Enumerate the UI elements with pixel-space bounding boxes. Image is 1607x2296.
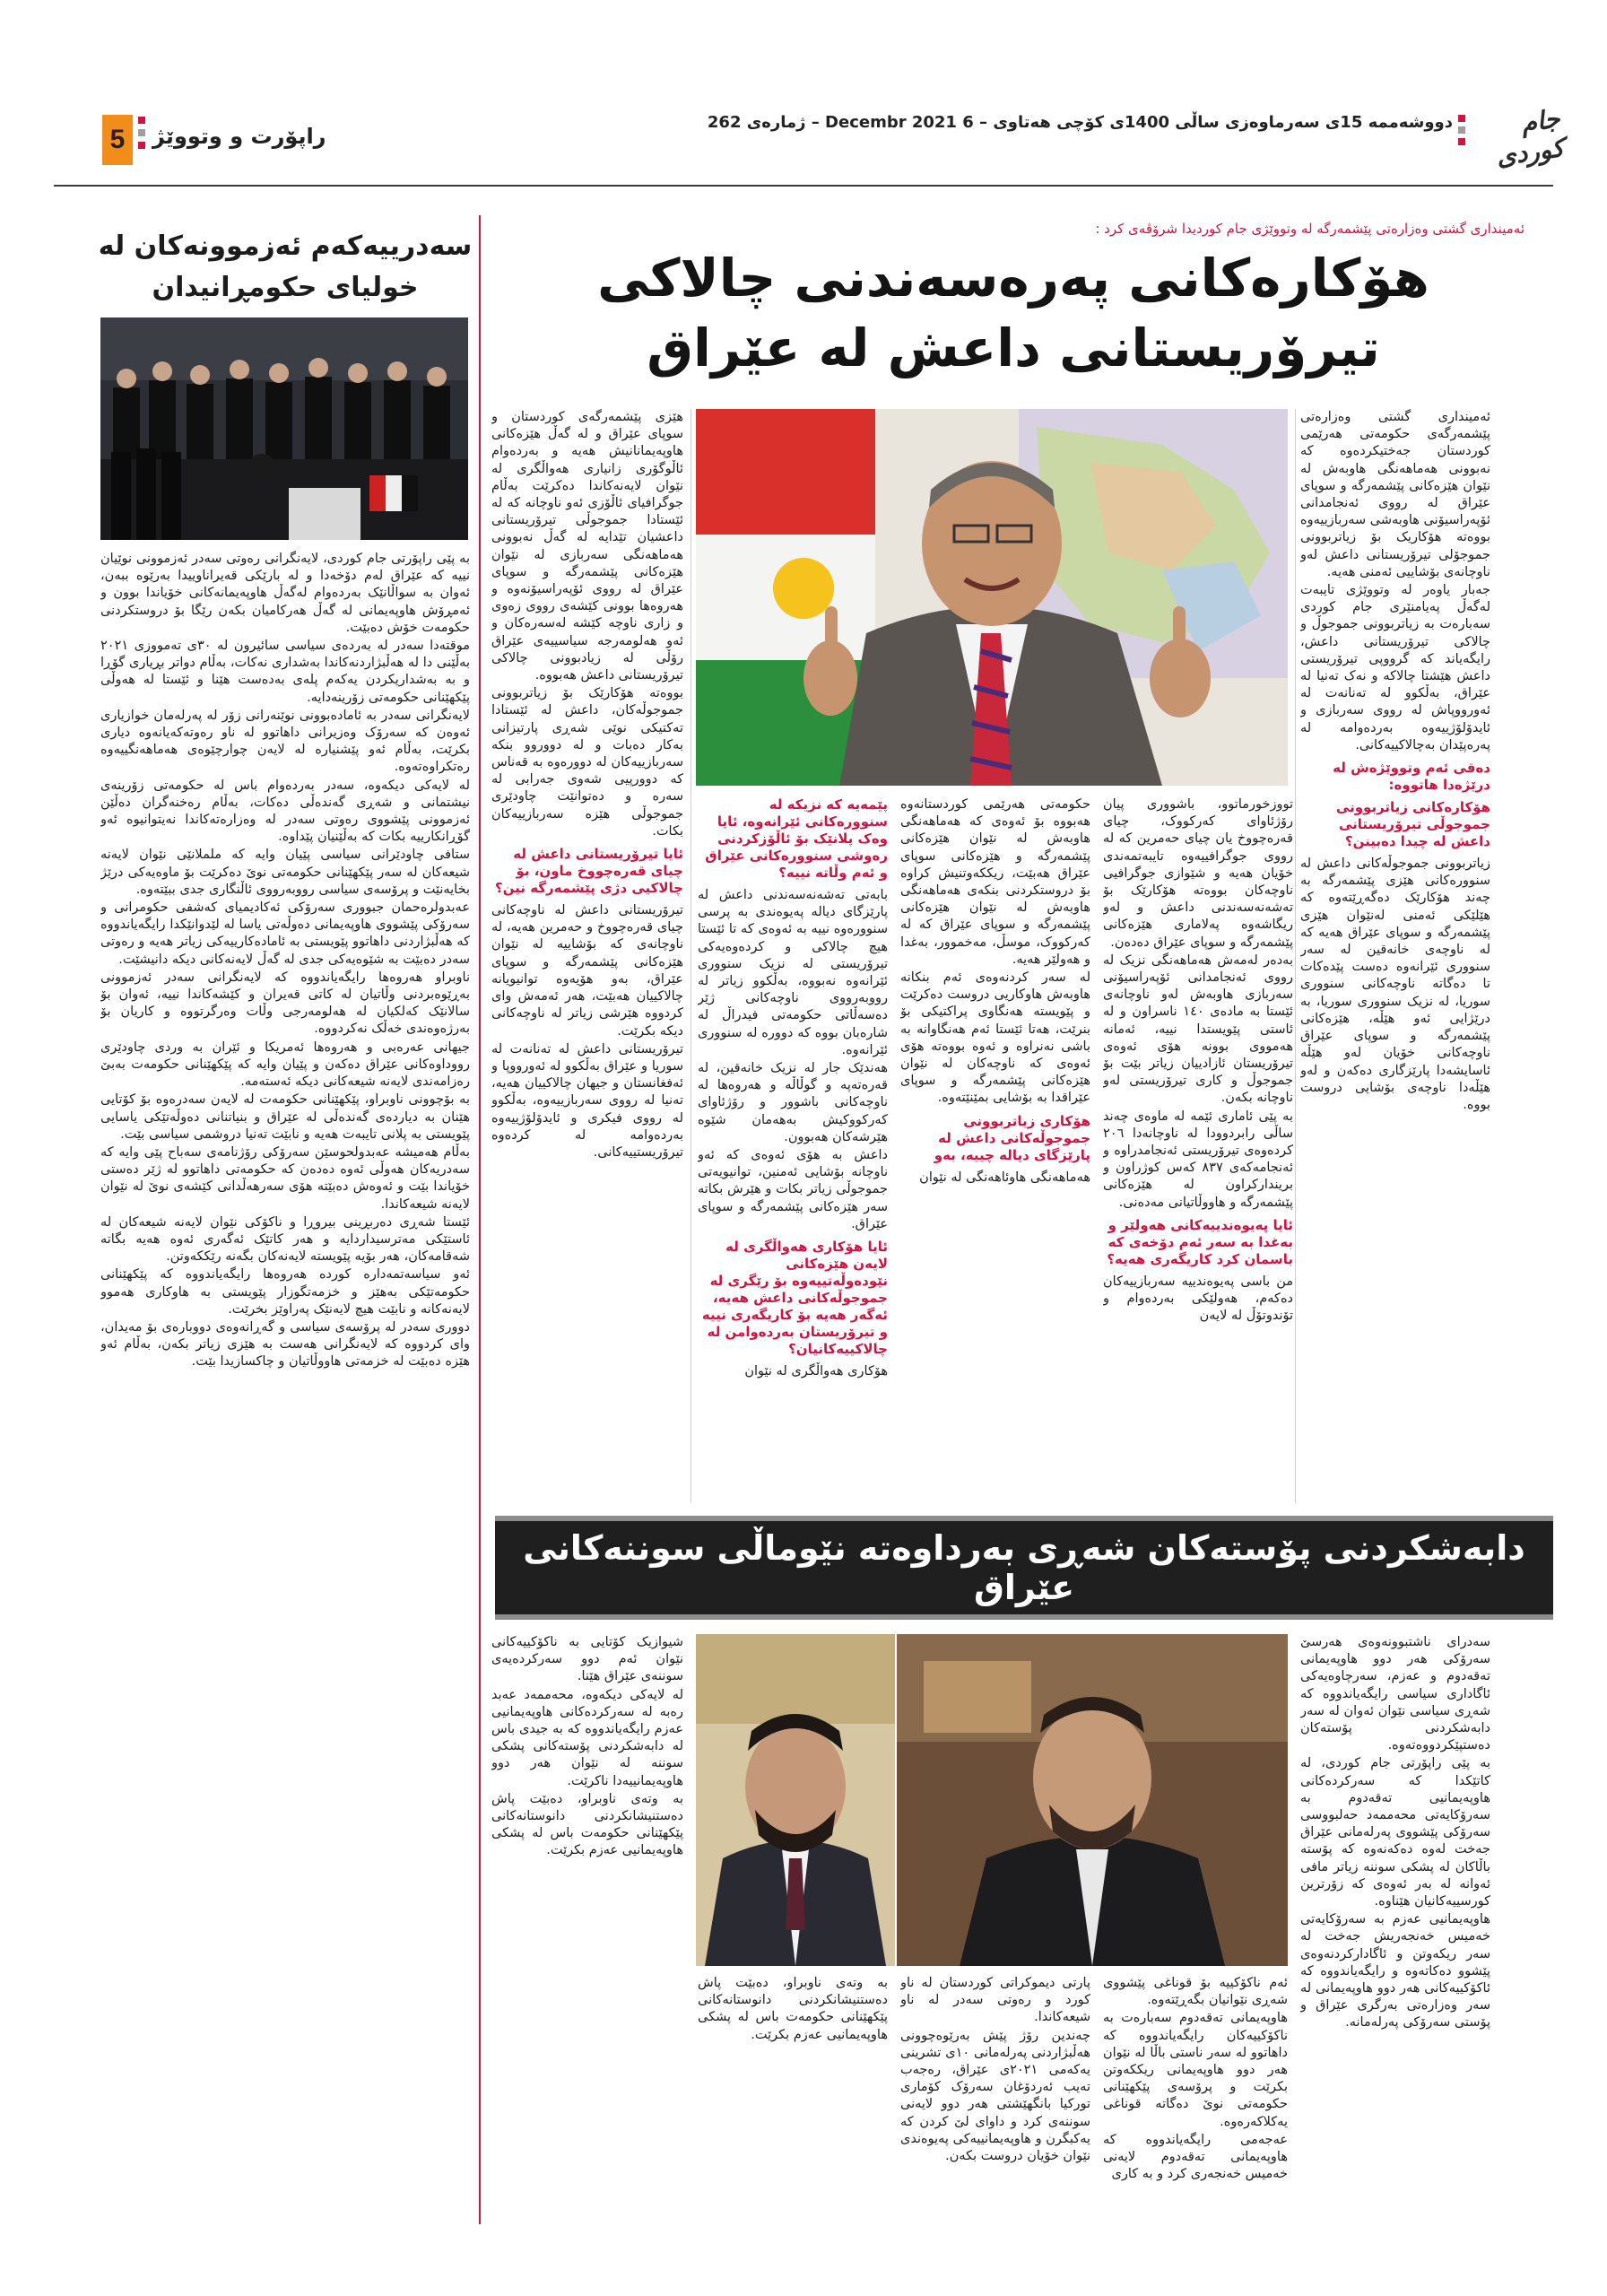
main-col2-paragraph: تووزخورماتوو، باشووری پیان رۆژئاوای کەرکووک، چیای قەرەچووخ یان چیای حەمرین کە لە رووی جوگرافییەوە تایبەتمەندی خۆیان هەیە و شێوازی جوگرافیی ناوچەکان بووەتە هۆکارێک بۆ تەشەنەسەندنی داعش و لەو ریگاشەوە پەلاماری هێزەکانی پێشمەرگە و سوپای عێراق دەدەن. [1103, 797, 1293, 950]
main-col5-paragraph: تیرۆریستانی داعش لە تەنانەت لە سوریا و عێراق بەڵکوو لە ئەورووپا و ئەفغانستان و جیهان چالاکییان هەیە، تەنیا لە رووی سەربازییەوە، بەڵکوو لە رووی فیکری و ئایدۆلۆژییەوە بەردەوامە لە کردەوە تیرۆریستییەکانی. [491, 1041, 683, 1160]
bottom-cola-paragraph: سەدرای ناشتبوونەوەی هەرسێ سەرۆکی هەر دوو هاوپەیمانی تەقەدوم و عەزم، سەرچاوەیەکی ئاگاداری سیاسی رایگەیاندووە کە شەڕی سیاسی نێوان ئەوان لە سەر دابەشکردنی پۆستەکان دەستپێکردووەتەوە. [1300, 1635, 1490, 1753]
side-paragraph: بە پێی راپۆرتی جام کوردی، لایەنگرانی رەوتی سەدر ئەزموونی نوێیان نییە کە عێراق لەم دۆخەدا و لە بارێکی قەیراناوییدا بەرێوە ببەن، ئەوان بە سواڵانێک بەردەوام لەگەڵ هاوپەیمانەکانی خۆیاندا بوون و ئەمڕۆش هاوپەیمانی لە گەڵ هەرکامیان بکەن رێگا بۆ دروستکردنی حکومەت خۆش دەبێت. [100, 552, 470, 635]
main-col2-paragraph: من باسی پەیوەندییە سەربازییەکان دەکەم، هەولێکی بەردەوام و تۆندوتۆڵ لە لایەن [1103, 1274, 1293, 1324]
masthead-rule [54, 185, 1553, 187]
main-headline-line1: هۆکارەکانی پەرەسەندنی چالاکی [597, 248, 1429, 309]
side-article-photo [100, 317, 468, 540]
side-paragraph: ئەو سیاسەتمەدارە کوردە هەروەها رایگەیاندووە کە پێکهێنانی حکومەتێکی بەهێز و خزمەتگوزار پێویستی بە هاوکاری هەموو لایەنەکانە و نابێت هیچ لایەنێک پەراوێز بخرێت. [100, 1267, 470, 1317]
main-col1-paragraph: جەبار یاوەر لە وتووێژی تایبەت لەگەڵ پەیامنێری جام کوردی سەبارەت بە زیاتربوونی جموجوڵ و چالاکی تیرۆریستانی داعش، رایگەیاند کە گرووپی تیرۆریستی داعش هێشتا چالاکە و نەک تەنیا لە عێراق، بەڵکوو لە تەنانەت لە ئەورووپاش لە رووی سەربازی و ئایدۆلۆژییەوە بەردەوامە لە پەرەپێدان بەچالاکییەکانی. [1300, 583, 1490, 752]
main-col1-question: هۆکارەکانی زیاتربوونی جموجوڵی تیرۆریستانی داعش لە چیدا دەبینن؟ [1335, 799, 1490, 850]
main-col2-question: ئایا پەیوەندییەکانی هەولێر و بەغدا بە سەر ئەم دۆخەی کە باسمان کرد کاریگەری هەیە؟ [1107, 1216, 1293, 1267]
main-col5-question: ئایا تیرۆریستانی داعش لە چیای قەرەچووخ ماون، بۆ چالاکیی دژی پێشمەرگە نین؟ [495, 846, 683, 897]
section-name: راپۆرت و وتووێژ [152, 124, 326, 149]
bottom-photo-left [696, 1634, 895, 1966]
side-paragraph: بەڵام هەمیشە عەبدولحوسێن سەرۆکی رۆژنامەی سەباح پێی وایە کە سەدریەکان هەوڵی ئەوە دەدەن کە حکومەتی داهاتوو لە ژێر دەستی خۆیاندا بێت و ئەوەش دەبێتە هۆی سەرهەڵدانی کێشەی نوێ لە نێوان لایەنە شیعەکاندا. [100, 1144, 470, 1212]
bottom-cold-paragraph: لە لایەکی دیکەوە، محەممەد عەبد رەبە لە سەرکردەکانی هاوپەیمانیی عەزم رایگەیاندووە کە بە جیدی باس لە دابەشکردنی پۆستەکانی پشکی سوننە لە نێوان هەر دوو هاوپەیمانییەدا ناکرێت. [491, 1687, 683, 1788]
main-col-2 [1103, 796, 1293, 1503]
bottom-cola-paragraph: بە پێی راپۆرتی جام کوردی، لە کاتێکدا کە سەرکردەکانی هاوپەیمانیی تەقەدوم بە سەرۆکایەتی محەممەد حەلبووسی سەرۆکی پێشووی پەرلەمانی عێراق جەخت لەوە دەکەنەوە کە پۆستە باڵاکان لە پشکی سوننە زیاتر مافی ئەوانە لە بەر ئەوەی کە زۆرترین کورسییەکانیان هێناوە. [1300, 1756, 1490, 1909]
side-paragraph: عەبدولرەحمان جبووری سەرۆکی ئەکادیمیای کەشفی حکومرانی و سەرۆکی پێشووی هاوپەیمانی دەوڵەتی یاسا لە لێدوانێکدا رایگەیاندووە کە هەڵبژاردنی داهاتوو پێویستی بە ئامادەکارییەکی زیاتر هەیە و رەوتی سەدر دەبێت بە شێوەیەکی جدی لە گەڵ لایەنەکانی دیکە دانیشێت. [100, 900, 470, 967]
main-col-5 [491, 409, 683, 1503]
bottom-headline-banner [495, 1516, 1553, 1620]
main-col3-paragraph: حکومەتی هەرێمی کوردستانەوە هەبووە بۆ ئەوەی کە هەماهەنگی هاوبەش لە نێوان هێزەکانی پێشمەرگە و هێزەکانی سوپای عێراق هەبێت، ریککەوتنیش کراوە بۆ دروستکردنی بنکەی هەماهەنگی هاوبەش لە نێوان هێزەکانی پێشمەرگە و سوپای عێراق کە لە کەرکووک، موسڵ، مەخموور، بەغدا و هەولێر هەیە. [900, 797, 1090, 967]
main-col4-paragraph: هۆکاری هەواڵگری لە نێوان [744, 1364, 888, 1379]
side-paragraph: بە بۆچوونی ناوبراو، پێکهێنانی حکومەت لە لایەن سەدرەوە بۆ کۆتایی هێنان بە دیاردەی گەندەڵی لە عێراق و بنیاتنانی دەوڵەتێکی یاسایی پێویستی بە پلانی تایبەت هەیە و نابێت تەنیا دروشمی سیاسی بێت. [100, 1092, 470, 1142]
issue-line: دووشەممە 15ی سەرماوەزی ساڵی 1400ی کۆچی هەتاوی – 6 Decembr 2021 – ژمارەی 262 [707, 113, 1453, 132]
section-marker-dots [138, 117, 147, 163]
bottom-colc-paragraph: پارتی دیموکراتی کوردستان لە ناو کورد و رەوتی سەدر لە ناو شیعەکاندا. [900, 1976, 1090, 2025]
main-col1-subheading: دەقی ئەم وتووێژەش لە درێژەدا هاتووە: [1333, 760, 1490, 794]
bottom-cole-paragraph: بە وتەی ناوبراو، دەبێت پاش دەستنیشانکردنی دانوستانەکانی پێکهێنانی حکومەت باس لە پشکی هاوپەیمانیی عەزم بکرێت. [698, 1976, 888, 2042]
bottom-colb-paragraph: هاوپەیمانی تەقەدوم سەبارەت بە ناکۆکییەکان رایگەیاندووە کە داهاتوو لە سەر ناستی باڵا لە نێوان هەر دوو هاوپەیمانی ریککەوتن بکرێت و پرۆسەی پێکهێنانی حکومەتی نوێ دەگاتە قوناغی یەکلاکەرەوە. [1103, 2011, 1288, 2129]
main-col4-paragraph: داعش بە هۆی ئەوەی کە ئەو ناوچانە بۆشایی ئەمنین، توانیویەتی جموجوڵی زیاتر بکات و هێرش بکاتە سەر هێزەکانی پێشمەرگە و سوپای عێراق. [698, 1148, 888, 1231]
main-col3-paragraph: هەماهەنگی هاوئاهەنگی لە نێوان [919, 1170, 1090, 1185]
main-kicker: ئەمینداری گشتی وەزارەتی پێشمەرگە لە وتووێژی جام کوردیدا شرۆڤەی کرد : [1095, 221, 1524, 237]
page-number-box [102, 115, 133, 165]
side-paragraph: لە لایەکی دیکەوە، سەدر بەردەوام باس لە حکومەتی زۆرینەی نیشتمانی و شەڕی گەندەڵی دەکات، بەڵام رەخنەگران دەڵێن ئەزموونی پێشووی رەوتی سەدر لە وەزارەتەکاندا نەیتوانیوە ئەو گۆڕانکارییە بکات کە بەڵێنیان پێداوە. [100, 778, 470, 845]
side-paragraph: دووری سەدر لە پرۆسەی سیاسی و گەڕانەوەی دووبارەی بۆ مەیدان، وای کردووە کە لایەنگرانی هەست بە هێزی زیاتر بکەن، بەڵام ئەو هێزە دەبێت لە خزمەتی هاووڵاتیان و چاکسازیدا بێت. [100, 1319, 470, 1370]
bottom-col-e [698, 1975, 888, 2226]
logo-text: جام کوردی [1494, 103, 1567, 172]
side-paragraph: ناوبراو هەروەها رایگەیاندووە کە لایەنگرانی سەدر ئەزموونی بەڕێوەبردنی وڵاتیان لە کاتی قەیران و کێشەکاندا نییە، ئەوان بۆ سالانێک کەلکیان لە هەلومەرجی وڵات وەرگرتووە و کاریان بۆ بەرژەوەندی خەڵک نەکردووە. [100, 970, 470, 1037]
main-col3-paragraph: لە سەر کردنەوەی ئەم بنکانە هاوبەش هاوکاریی دروست دەکرێت و پێویستە هەنگاوی پراکتیکی بۆ بنرێت، هەتا ئێستا ئەم هەنگاوانە بە باشی نەنراوە و ئەوە بووەتە هۆی ئەوەی کە ناوچەکان لە نێوان هێزەکانی پێشمەرگە و سوپای عێراقدا بە بۆشایی بمێنێتەوە. [900, 970, 1090, 1106]
main-col2-paragraph: بەدەر لەمەش هەماهەنگی نزیک لە رووی ئەنجامدانی ئۆپەراسیۆنی سەربازی هاوبەش لەو ناوچانەی ئێستا بە مادەی ١٤٠ ناسراون و لە ئاستی پێویستدا نییە، ئەمانە هەمووی بوونە هۆی ئەوەی تیرۆریستان ئازادییان زیاتر بێت بۆ جموجوڵ و کاری تیرۆریستی لەو ناوچانە بکەن. [1103, 952, 1293, 1106]
main-headline-line2: تیرۆریستانی داعش لە عێراق [647, 317, 1380, 378]
main-col4-question: ئایا هۆکاری هەواڵگری لە لایەن هێزەکانی نێودەوڵەتییەوە بۆ رێگری لە جموجوڵەکانی داعش هەیە، ئەگەر هەیە بۆ کاریگەری نییە و تیرۆریستان بەردەوامن لە چالاکییەکانیان؟ [701, 1239, 888, 1358]
side-paragraph: ئێستا شەڕی دەربڕینی بیروڕا و ناکۆکی نێوان لایەنە شیعەکان لە ئاستێکی مەترسیداردایە و هەر کاتێک ئەگەری ئەوە هەیە بگاتە شەقامەکان، هەر بۆیە پێویستە لایەنەکان بگەنە رێککەوتن. [100, 1214, 470, 1265]
column-rule [1295, 409, 1296, 1503]
issue-marker-dots [1458, 115, 1467, 160]
side-paragraph: جیهانی عەرەبی و هەروەها ئەمریکا و ئێران بە وردی چاودێری رووداوەکانی عێراق دەکەن و پێیان وایە کە پێکهێنانی حکومەت بەبێ رەزامەندی لایەنە شیعەکانی دیکە ئەستەمە. [100, 1039, 470, 1090]
main-col5-paragraph: بووەتە هۆکارێک بۆ زیاتربوونی جموجوڵەکان، داعش لە ئێستادا تەکتیکی نوێی شەڕی پارتیزانی بەکار دەبات و لە دووروو بنکە سەربازییەکان لە دوورەوە بە قەناس کە دوورپیی شەوی جەرابی لە سەرە و دەتوانێت چاودێری جموجوڵی هێزە سەربازییەکان بکات. [491, 686, 683, 839]
main-col5-paragraph: هێزی پێشمەرگەی کوردستان و سوپای عێراق و لە گەڵ هێزەکانی هاوپەیمانانیش هەیە و بەردەوام ئاڵوگۆری زانیاری هەواڵگری لە نێوان لایەنەکاندا دەکرێت بەڵام جوگرافیای ئاڵۆزی ئەو ناوچانە کە لە ئێستادا جموجوڵی تیرۆریستانی داعشیان تێدایە لە گەڵ نەبوونی هەماهەنگی سەربازی لە نێوان هێزەکانی پێشمەرگە و سوپای عێراق لە رووی ئۆپەراسیۆنەوە و هەروەها بوونی کێشەی رووی زەوی و زاری ناوچە کێشە لەسەرەکان و ئەو هەلومەرجە سیاسییەی عێراق رۆڵی لە زیادبوونی چالاکی تیرۆریستانی داعش هەبووە. [491, 410, 683, 683]
bottom-colc-paragraph: چەندین رۆژ پێش بەرێوەچوونی هەڵبژاردنی پەرلەمانی ١٠ی تشرینی یەکەمی ٢٠٢١ی عێراق، رەجەب تەیب ئەردۆغان سەرۆک کۆماری تورکیا بانگهێشتی هەر دوو لایەنی سوننەی کرد و داوای لێ کردن کە یەکبگرن و هاوپەیمانییەکی پەیوەندی نێوان خۆیان دروست بکەن. [900, 2028, 1090, 2164]
bottom-cold-paragraph: بە وتەی ناوبراو، دەبێت پاش دەستنیشانکردنی دانوستانەکانی پێکهێنانی حکومەت باس لە پشکی هاوپەیمانیی عەزم بکرێت. [491, 1791, 683, 1858]
column-divider [479, 215, 481, 2224]
main-col5-paragraph: تیرۆریستانی داعش لە ناوچەکانی چیای قەرەچووخ و حەمرین هەیە، لە ناوچانەی کە بۆشاییە لە نێوان هێزەکانی پێشمەرگە و سوپای عێراق، بەو هۆیەوە توانیویانە چالاکییان هەبێت، هەر ئەمەش وای کردووە هێرشی زیاتر لە ناوچەکانی دیکە بکرێت. [491, 903, 683, 1039]
main-col-4 [698, 796, 888, 1503]
bottom-cold-paragraph: شیوازیک کۆتایی بە ناکۆکییەکانی نێوان ئەم دوو سەرکردەیەی سوننەی عێراق هێنا. [491, 1635, 683, 1684]
main-col4-paragraph: بابەتی تەشەنەسەندنی داعش لە پارێزگای دیالە پەیوەندی بە پرسی سنوورەوە نییە بە ئەوەی کە تا ئێستا هیچ چالاکی و کردەوەیەکی تیرۆریستی لە نزیک سنووری ئێرانەوە نەبووە، بەڵکوو زیاتر لە رووبەرووی ناوچەکانی ژێر دەسەڵاتی حکومەتی فیدراڵ لە شارەبان بووە کە دووره لە سنووری ئێرانەوە. [698, 888, 888, 1057]
main-col2-paragraph: بە پێی ئاماری ئێمە لە ماوەی چەند ساڵی رابردوودا لە ناوچانەدا ٢٠٦ کردەوەی تیرۆریستی ئەنجامدراوە و ئەنجامەکەی ٨٣٧ کەس کوژراون و بریندارکراون لە هێزەکانی پێشمەرگە و هاووڵاتیانی مەدەنی. [1103, 1109, 1293, 1210]
bottom-colb-paragraph: ئەم ناکۆکییە بۆ قوناغی پێشووی شەڕی نێوانیان بگەڕێتەوە. [1103, 1976, 1288, 2008]
main-col4-question: پێمەیە کە نزیکە لە سنوورەکانی ئێرانەوە، ئایا وەک پلانێک بۆ ئاڵۆزکردنی رەوشی سنوورەکانی عێراق و ئەم وڵاتە نییە؟ [705, 796, 888, 881]
side-paragraph: لایەنگرانی سەدر بە ئامادەبوونی نوێنەرانی زۆر لە پەرلەمان خوازیاری ئەوەن کە سەرۆک وەزیرانی داهاتوو لە ناو رەوتەکەیانەوە دیاری بکرێت، بەڵام ئەو پێشنیارە لە لایەن چوارچێوەی هەماهەنگییەوە رەتکراوەتەوە. [100, 708, 470, 775]
main-article-photo [696, 409, 1288, 786]
bottom-col-d [491, 1634, 683, 2226]
bottom-col-b [1103, 1975, 1288, 2226]
side-paragraph: ستافی چاودێرانی سیاسی پێیان وایە کە ململانێی نێوان لایەنە شیعەکان لە سەر پێکهێنانی حکومەتی نوێ دەکرێت بۆ ماوەیەکی درێژ بخایەنێت و پرۆسەی سیاسی رووبەرووی ئاڵنگاری جدی ببێتەوە. [100, 848, 470, 897]
logo [1472, 99, 1567, 179]
bottom-headline: دابەشکردنی پۆستەکان شەڕی بەرداوەتە نێوماڵی سوننەکانی عێراق [523, 1528, 1525, 1607]
bottom-colb-paragraph: عەجەمی رایگەیاندووە کە هاوپەیمانی تەقەدوم لایەنی خەمیس خەنجەری کرد و بە کاری [1103, 2132, 1288, 2182]
main-col-3 [900, 796, 1090, 1503]
main-col-1 [1300, 409, 1490, 1503]
side-article-body [100, 551, 470, 2210]
side-article-headline: سەدرییەکەم ئەزموونەکان لە خولیای حکومڕانیدان [98, 230, 473, 303]
page-number: 5 [109, 125, 126, 154]
side-paragraph: موقتەدا سەدر لە بەردەی سیاسی سائیرون لە ٣٠ی تەمووزی ٢٠٢١ بەڵێنی دا لە هەڵبژاردنەکاندا بەشداری نەکات، بەڵام دواتر بڕیاری گۆڕا و بە بەشداریکردن یەکەم پلەی بەدەست هێنا و ئێستا لە هەوڵی پێکهێنانی حکومەتی زۆرینەدایە. [100, 639, 470, 705]
bottom-col-a [1300, 1634, 1490, 2226]
main-col4-paragraph: هەندێک جار لە نزیک خانەقین، لە قەرەتەپە و گوڵاڵە و هەروەها لە ناوچەکانی باشوور و رۆژئاوای کەرکووکیش بەهەمان شێوە هێرشەکان هەبوون. [698, 1061, 888, 1144]
bottom-cola-paragraph: هاوپەیمانیی عەزم بە سەرۆکایەتی خەمیس خەنجەریش جەخت لە سەر ریکەوتن و ئاگادارکردنەوەی پێشوو دەکاتەوە و رایگەیاندووە کە ئاکۆکییەکانی هەر دوو هاوپەیمانی لە سەر وەزارەتی بەرگری عێراق و پۆستی سەرۆکی پەرلەمانە. [1300, 1912, 1490, 2031]
main-col1-paragraph: زیاتربوونی جموجوڵەکانی داعش لە سنوورەکانی هێزی پێشمەرگە بە چەند هۆکارێک دەگەڕێتەوە کە هێلێکی ئەمنی لەنێوان هێزی پێشمەرگە و سوپای عێراق هەیە کە لە ناوچەی خانەقین لە سەر سنووری ئێرانەوە دەست پێدەکات تا دەگاتە ناوچەکانی سنووری سوریا، لە نزیک سنووری سوریا، بە درێژایی ئەو هێڵە، هێزەکانی پێشمەرگە و سوپای عێراق ناوچەکانی خۆیان لەو هێڵە ئاسایشەدا پارێزگاری دەکەن و لەو هێڵەدا ناوچەی بۆشایی دروست بووە. [1300, 857, 1490, 1112]
main-col1-paragraph: ئەمینداری گشتی وەزارەتی پێشمەرگەی حکومەتی هەرێمی کوردستان جەختیکردەوە کە نەبوونی هەماهەنگی هاوبەش لە نێوان هێزەکانی پێشمەرگە و سوپای عێراق لە رووی ئەنجامدانی ئۆپەراسیۆنی هاوبەشی سەربازییەوە بووەتە هۆکاریک بۆ زیاتربوونی جموجۆلی تیرۆریستانی داعش لەو ناوچانەی بۆشاییی ئەمنی هەیە. [1300, 410, 1490, 579]
bottom-col-c [900, 1975, 1090, 2226]
bottom-photo-right [897, 1634, 1288, 1966]
main-col3-question: هۆکاری زیاتربوونی جموجوڵەکانی داعش لە پارێزگای دیالە چییە، بەو [934, 1112, 1090, 1163]
